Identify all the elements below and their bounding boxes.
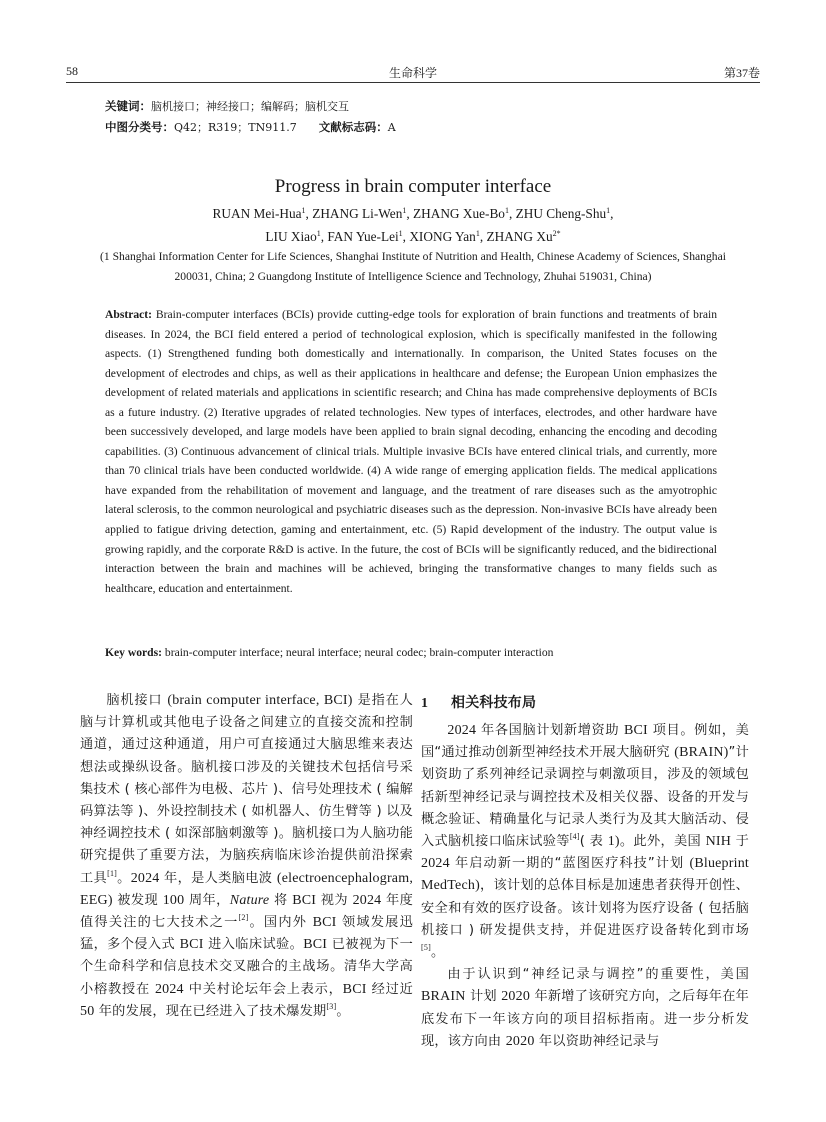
text-run: 年度值得关注的七大技术之一 (80, 892, 413, 931)
abstract-label: Abstract: (105, 308, 153, 321)
text-run: 。 (336, 1003, 350, 1019)
english-title: Progress in brain computer interface (274, 176, 552, 197)
section-title: 相关科技布局 (451, 695, 537, 711)
text-run: BCI (179, 937, 204, 953)
text-run: 年各国脑计划新增资助 (476, 723, 624, 738)
page-number: 58 (66, 64, 78, 78)
author-separator: , (320, 229, 328, 244)
text-run: (electroencephalogram, EEG) (80, 870, 414, 908)
author-list (0, 202, 826, 248)
text-run: 进入临床试验。 (203, 937, 304, 953)
abstract-text: Brain-computer interfaces (BCIs) provide cutting-edge tools for exploration of brain functions and treatments of brain diseases. In 2024, the BCI field entered a period of technological explosion, which is specifically manifested in the following aspects. (1) Strengthened funding both domestically and internationally. In comparison, the United States focuses on the development of electrodes and chips, as well as their applications in healthcare and defense; the European Union emphasizes the development of related materials and applications in scientific research; and China has made comprehensive deployments of BCIs as a future industry. (2) Iterative upgrades of related technologies. New types of interfaces, electrodes, and other hardware have been successively developed, and large models have been applied to brain signal decoding, enhancing the encoding and decoding capabilities. (3) Continuous advancement of clinical trials. Multiple invasive BCIs have entered clinical trials, and currently, more than 70 clinical trials have been conducted worldwide. (4) A wide range of emerging application fields. The medical applications have expanded from the rehabilitation of movement and language, and the treatment of rare diseases such as the amyotrophic lateral sclerosis, to the common neurological and psychiatric diseases such as the depression. Non-invasive BCIs have already been applied to fatigue driving detection, gaming and entertainment, etc. (5) Rapid development of the industry. The output value is growing rapidly, and the corporate R&D is active. In the future, the cost of BCIs will be significantly reduced, and the bidirectional interaction between the brain and machines will be achieved, bringing the transformative changes to many fields such as healthcare, education and entertainment. (105, 308, 717, 595)
text-run: BRAIN (421, 989, 466, 1005)
text-run: 将 (269, 892, 293, 908)
text-run: (brain computer interface, BCI) (167, 693, 353, 708)
author-affiliation-mark: 1 (398, 229, 403, 238)
journal-name: 生命科学 (388, 66, 437, 80)
english-keywords-label: Key words: (105, 646, 162, 659)
text-run: 计划 (465, 989, 502, 1005)
text-run: (BRAIN) (674, 745, 729, 761)
section-number: 1 (421, 696, 429, 711)
text-run: 。此外，美国 (619, 834, 706, 850)
text-run: 于 (731, 834, 749, 850)
text-run: 年的发展，现在已经进入了技术爆发期 (94, 1003, 327, 1019)
text-run: 1) (607, 834, 620, 850)
text-run: 由于认识到“神经记录与调控”的重要性，美国 (447, 967, 749, 983)
text-run: 。 (430, 945, 445, 961)
text-run: 2024 (352, 892, 382, 908)
section-1-paragraph-2 (421, 964, 749, 1053)
text-run: ，该计划的总体目标是加速患者获得开创性、安全和有效的医疗设备。该计划将为医疗设备 ( 包括脑机接口 ) 研发提供支持，并促进医疗设备转化到市场 (421, 878, 749, 938)
author-affiliation-mark: 1 (316, 229, 321, 238)
author-affiliation-mark: 1 (475, 229, 480, 238)
text-run: ( 表 (579, 834, 608, 850)
citation-1[interactable]: [1] (107, 868, 118, 878)
intro-paragraph (80, 690, 413, 1023)
text-run: 经过近 (366, 981, 413, 997)
doc-code-label: 文献标志码： (318, 120, 388, 134)
author-name: LIU Xiao (265, 229, 317, 244)
citation-3[interactable]: [3] (326, 1001, 337, 1011)
chinese-metadata (105, 96, 396, 138)
author-affiliation-mark: 1 (606, 206, 611, 215)
text-run: 。 (117, 870, 131, 886)
author-name: RUAN Mei-Hua (212, 206, 302, 221)
text-run: NIH (705, 834, 732, 850)
text-run: 2020 (501, 989, 531, 1005)
text-run: 50 (80, 1003, 95, 1019)
text-run: (Blueprint MedTech) (421, 856, 749, 894)
author-separator: , (479, 229, 487, 244)
text-run: 。国内外 (248, 915, 313, 931)
text-run: BCI (623, 723, 648, 738)
text-run: 脑机接口 (106, 693, 168, 708)
affiliation: (1 Shanghai Information Center for Life Sciences, Shanghai Institute of Nutrition and Health, Chinese Academy of Sciences, Shanghai 200031, China; 2 Guangdong Institute of Intelligence Science and Technology, Zhuhai 519031, China) (100, 250, 726, 283)
text-run: 已被视为下一个生命科学和信息技术交叉融合的主战场。清华大学高小榕教授在 (80, 937, 414, 997)
author-name: ZHU Cheng-Shu (515, 206, 607, 221)
clc-value: Q42；R319；TN911.7 (174, 121, 297, 134)
body-column-left (80, 690, 413, 1023)
abstract (105, 305, 717, 598)
author-separator: , (406, 206, 413, 221)
author-separator: , (305, 206, 313, 221)
author-affiliation-mark: 1 (504, 206, 509, 215)
cn-keywords-value: 脑机接口；神经接口；编解码；脑机交互 (151, 100, 349, 113)
text-run: 2024 (130, 870, 160, 886)
section-heading-1 (421, 690, 749, 716)
cn-keywords-line (105, 96, 396, 117)
citation-2[interactable]: [2] (238, 913, 249, 923)
clc-label: 中图分类号： (105, 120, 174, 134)
volume-label: 第37卷 (723, 66, 760, 80)
english-keywords (105, 643, 717, 662)
text-run: 2024 (154, 981, 184, 997)
citation-5[interactable]: [5] (421, 943, 431, 953)
text-run: 2020 (505, 1033, 535, 1049)
body-column-right (421, 690, 749, 1053)
cn-keywords-label: 关键词： (105, 99, 151, 113)
author-affiliation-mark: 1 (402, 206, 407, 215)
text-run: BCI (312, 915, 337, 931)
running-header (66, 62, 760, 83)
text-run: ”计划资助了系列神经记录调控与刺激项目，涉及的领域包括新型神经记录与调控技术及相关仪器、设备的开发与概念验证、精确量化与记录人类行为及其大脑活动、侵入式脑机接口临床试验等 (421, 745, 749, 850)
author-separator: , (610, 206, 614, 221)
text-run: 是指在人脑与计算机或其他电子设备之间建立的直接交流和控制通道，通过这种通道，用户可直接通过大脑思维来表达想法或操纵设备。脑机接口涉及的关键技术包括信号采集技术 ( 核心部件为电极、芯片 )、信号处理技术 ( 编解码算法等 )、外设控制技术 ( 如机器人、仿生臂等 ) 以及神经调控技术 ( 如深部脑刺激等 )。脑机接口为人脑功能研究提供了重要方法，为脑疾病临床诊治提供前沿探索工具 (80, 693, 413, 886)
author-separator: , (508, 206, 516, 221)
text-run: 周年， (184, 892, 230, 908)
author-line-1 (0, 202, 826, 225)
author-name: ZHANG Xue-Bo (413, 206, 505, 221)
text-run: 中关村论坛年会上表示， (183, 981, 343, 997)
text-run: 年以资助神经记录与 (534, 1033, 660, 1049)
text-run: 年新增了该研究方向，之后每年在年底发布下一年该方向的项目招标指南。进一步分析发现，该方向由 (421, 989, 749, 1049)
author-line-2 (0, 225, 826, 248)
text-run: 年启动新一期的“蓝图医疗科技”计划 (449, 856, 690, 872)
text-run: 2024 (447, 723, 477, 738)
author-name: ZHANG Xu (486, 229, 553, 244)
section-1-paragraph-1 (421, 720, 749, 964)
author-name: ZHANG Li-Wen (312, 206, 403, 221)
classification-line (105, 117, 396, 138)
text-run: 被发现 (112, 892, 163, 908)
citation-4[interactable]: [4] (569, 832, 580, 842)
author-name: XIONG Yan (409, 229, 476, 244)
text-run: Nature (229, 892, 270, 908)
text-run: 视为 (316, 892, 353, 908)
english-keywords-text: brain-computer interface; neural interface; neural codec; brain-computer interaction (164, 646, 554, 659)
author-separator: , (402, 229, 410, 244)
text-run: 100 (162, 892, 185, 908)
text-run: 2024 (421, 856, 450, 872)
text-run: 年，是人类脑电波 (159, 870, 277, 886)
text-run: BCI (303, 937, 328, 953)
doc-code-value: A (387, 121, 396, 134)
author-name: FAN Yue-Lei (327, 229, 399, 244)
text-run: BCI (342, 981, 367, 997)
author-affiliation-mark: 2* (552, 229, 561, 238)
author-affiliation-mark: 1 (301, 206, 306, 215)
text-run: 领域发展迅猛，多个侵入式 (80, 915, 413, 953)
text-run: BCI (292, 892, 317, 908)
text-run: 项目。例如，美国“通过推动创新型神经技术开展大脑研究 (421, 723, 749, 761)
